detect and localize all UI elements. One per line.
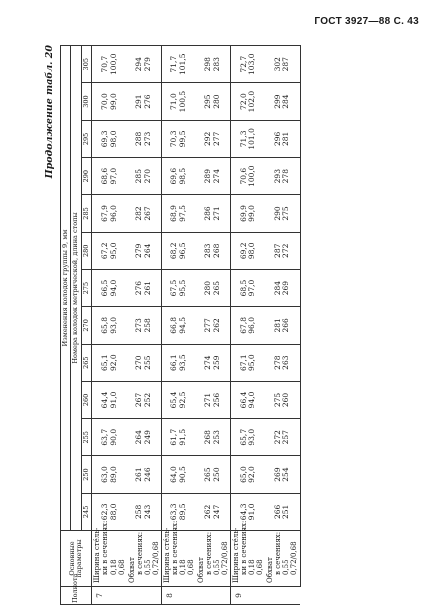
param-line: 0,72/0,68 xyxy=(221,541,230,575)
table-row xyxy=(231,46,266,605)
value-cell xyxy=(161,269,196,306)
header-params: Основные параметры xyxy=(61,531,92,587)
value-cell-line: 277 xyxy=(212,131,222,147)
value-cell xyxy=(127,493,162,530)
value-cell-line: 98,0 xyxy=(108,130,118,148)
value-cell-line: 99,0 xyxy=(108,93,118,110)
value-cell xyxy=(196,269,231,306)
value-cell-line: 279 xyxy=(142,57,152,72)
value-cell-line: 274 xyxy=(203,355,213,370)
value-cell-line: 261 xyxy=(142,280,152,296)
value-cell xyxy=(265,195,300,232)
value-cell-line: 67,9 xyxy=(99,205,109,222)
param-line: 0,18 xyxy=(109,559,118,575)
header-subgroup: Номера колодок метрической, длина стопы xyxy=(71,46,81,531)
value-cell-line: 254 xyxy=(281,467,291,482)
value-cell-line: 256 xyxy=(212,392,222,408)
value-cell xyxy=(161,419,196,456)
value-cell-line: 286 xyxy=(203,206,213,221)
value-cell-line: 100,5 xyxy=(177,90,187,113)
value-cell xyxy=(231,269,266,306)
polnota-cell: 7 xyxy=(92,587,161,605)
value-cell xyxy=(127,419,162,456)
value-cell-line: 273 xyxy=(142,131,152,147)
value-cell-line: 94,0 xyxy=(108,279,118,297)
value-cell-line: 68,9 xyxy=(169,205,179,222)
param-line: в сечениях: xyxy=(274,531,283,575)
value-cell-line: 64,4 xyxy=(99,391,109,409)
param-line: в сечениях: xyxy=(135,531,144,575)
value-cell-line: 63,7 xyxy=(99,428,109,446)
size-header-cell: 285 xyxy=(81,195,91,232)
value-cell-line: 72,0 xyxy=(238,93,248,110)
value-cell xyxy=(127,83,162,120)
table-row xyxy=(196,46,231,605)
value-cell xyxy=(231,307,266,344)
value-cell-line: 275 xyxy=(281,206,291,221)
value-cell xyxy=(231,456,266,493)
value-cell-line: 97,5 xyxy=(177,205,187,222)
value-cell xyxy=(92,419,127,456)
param-line: 0,68 xyxy=(186,559,195,575)
value-cell xyxy=(92,269,127,306)
value-cell-line: 276 xyxy=(142,94,152,109)
value-cell-line: 280 xyxy=(203,280,213,296)
page-header: ГОСТ 3927—88 С. 43 xyxy=(314,16,419,27)
value-cell-line: 271 xyxy=(212,206,222,221)
value-cell-line: 95,0 xyxy=(247,354,257,372)
value-cell-line: 65,0 xyxy=(238,466,248,483)
value-cell xyxy=(196,381,231,418)
value-cell-line: 93,5 xyxy=(177,354,187,372)
value-cell-line: 69,2 xyxy=(238,242,248,260)
value-cell xyxy=(161,344,196,381)
header-group: Изменения колодок группы 9, мм xyxy=(61,46,71,531)
value-cell xyxy=(127,232,162,269)
value-cell-line: 280 xyxy=(212,94,222,109)
value-cell-line: 290 xyxy=(272,206,282,221)
value-cell-line: 302 xyxy=(272,57,282,72)
value-cell-line: 275 xyxy=(272,392,282,408)
value-cell xyxy=(265,456,300,493)
value-cell xyxy=(265,269,300,306)
value-cell xyxy=(196,493,231,530)
value-cell-line: 98,5 xyxy=(177,167,187,185)
value-cell-line: 268 xyxy=(203,430,213,445)
value-cell-line: 90,0 xyxy=(108,428,118,446)
header-polnota: Полнота xyxy=(61,587,92,605)
value-cell xyxy=(196,232,231,269)
value-cell xyxy=(231,46,266,83)
polnota-cell: 9 xyxy=(231,587,300,605)
param-line: 0,18 xyxy=(248,559,257,575)
value-cell-line: 285 xyxy=(134,169,144,184)
value-cell xyxy=(231,120,266,157)
value-cell-line: 298 xyxy=(203,57,213,72)
value-cell xyxy=(92,456,127,493)
value-cell xyxy=(92,120,127,157)
value-cell-line: 97,0 xyxy=(247,279,257,297)
value-cell-line: 259 xyxy=(212,355,222,370)
value-cell-line: 99,5 xyxy=(177,130,187,148)
value-cell-line: 100,0 xyxy=(108,53,118,75)
value-cell-line: 65,4 xyxy=(169,391,179,409)
value-cell xyxy=(161,195,196,232)
value-cell-line: 243 xyxy=(142,504,152,520)
value-cell-line: 247 xyxy=(212,504,222,520)
data-table xyxy=(60,45,301,605)
param-line: 0,68 xyxy=(256,559,265,575)
value-cell-line: 63,0 xyxy=(99,466,109,483)
value-cell-line: 70,3 xyxy=(169,130,179,148)
value-cell-line: 91,0 xyxy=(108,391,118,409)
value-cell xyxy=(92,307,127,344)
value-cell xyxy=(196,120,231,157)
param-line: 0,55 xyxy=(143,559,152,575)
table-continuation-label: Продолжение табл. 20 xyxy=(44,45,55,179)
value-cell xyxy=(161,456,196,493)
param-obhvat-cell xyxy=(265,531,300,587)
value-cell-line: 250 xyxy=(212,467,222,482)
param-line: 0,55 xyxy=(213,559,222,575)
value-cell xyxy=(127,269,162,306)
value-cell xyxy=(265,344,300,381)
value-cell-line: 292 xyxy=(203,131,213,147)
value-cell-line: 65,8 xyxy=(99,317,109,334)
value-cell xyxy=(196,195,231,232)
param-shirina-cell xyxy=(92,520,127,587)
value-cell xyxy=(196,419,231,456)
value-cell-line: 270 xyxy=(142,169,152,184)
value-cell-line: 94,5 xyxy=(177,317,187,334)
value-cell xyxy=(127,344,162,381)
value-cell-line: 93,0 xyxy=(247,428,257,446)
value-cell-line: 287 xyxy=(281,57,291,72)
size-header-cell: 290 xyxy=(81,158,91,195)
value-cell-line: 95,5 xyxy=(177,279,187,297)
value-cell-line: 288 xyxy=(134,131,144,147)
value-cell-line: 65,7 xyxy=(238,428,248,446)
value-cell-line: 258 xyxy=(142,318,152,333)
value-cell-line: 93,0 xyxy=(108,317,118,334)
value-cell-line: 61,7 xyxy=(169,428,179,446)
value-cell-line: 69,9 xyxy=(238,205,248,222)
value-cell-line: 101,5 xyxy=(177,53,187,75)
value-cell-line: 267 xyxy=(142,206,152,221)
param-line: Ширина сте́ль- xyxy=(93,527,102,583)
param-line: ки в сечениях: xyxy=(101,520,110,575)
value-cell-line: 282 xyxy=(134,206,144,221)
size-header-cell: 255 xyxy=(81,419,91,456)
value-cell-line: 97,0 xyxy=(108,167,118,185)
value-cell xyxy=(92,83,127,120)
param-line: ки в сечениях: xyxy=(240,520,249,575)
value-cell xyxy=(265,419,300,456)
value-cell-line: 94,0 xyxy=(247,391,257,409)
value-cell xyxy=(265,307,300,344)
value-cell xyxy=(127,195,162,232)
value-cell xyxy=(265,381,300,418)
value-cell-line: 266 xyxy=(281,318,291,333)
value-cell-line: 283 xyxy=(203,243,213,258)
value-cell xyxy=(127,46,162,83)
value-cell xyxy=(161,83,196,120)
value-cell-line: 89,0 xyxy=(108,466,118,483)
value-cell-line: 91,5 xyxy=(177,428,187,446)
size-header-cell: 265 xyxy=(81,344,91,381)
value-cell-line: 99,0 xyxy=(247,205,257,222)
param-line: 0,72/0,68 xyxy=(151,541,160,575)
value-cell-line: 70,6 xyxy=(238,167,248,185)
value-cell-line: 262 xyxy=(203,504,213,520)
value-cell xyxy=(231,232,266,269)
value-cell-line: 281 xyxy=(281,131,291,147)
value-cell-line: 267 xyxy=(134,392,144,408)
value-cell-line: 289 xyxy=(203,169,213,184)
param-line: в сечениях: xyxy=(205,531,214,575)
value-cell-line: 284 xyxy=(272,280,282,296)
value-cell xyxy=(92,195,127,232)
value-cell xyxy=(92,46,127,83)
value-cell-line: 272 xyxy=(272,430,282,445)
value-cell xyxy=(265,83,300,120)
value-cell xyxy=(231,195,266,232)
value-cell-line: 71,3 xyxy=(238,130,248,148)
value-cell-line: 265 xyxy=(212,280,222,296)
value-cell-line: 273 xyxy=(134,318,144,333)
value-cell-line: 91,0 xyxy=(247,503,257,521)
param-obhvat-cell xyxy=(196,531,231,587)
table-row xyxy=(161,46,196,605)
value-cell xyxy=(265,120,300,157)
value-cell xyxy=(231,419,266,456)
value-cell xyxy=(92,344,127,381)
value-cell xyxy=(265,158,300,195)
value-cell-line: 68,6 xyxy=(99,167,109,185)
value-cell xyxy=(231,158,266,195)
value-cell-line: 264 xyxy=(134,430,144,445)
value-cell-line: 88,0 xyxy=(108,503,118,521)
value-cell-line: 272 xyxy=(281,243,291,258)
value-cell-line: 71,0 xyxy=(169,93,179,110)
value-cell xyxy=(231,381,266,418)
param-line: Обхват xyxy=(266,557,275,583)
size-header-cell: 300 xyxy=(81,83,91,120)
table-row xyxy=(92,46,127,605)
value-cell-line: 261 xyxy=(134,467,144,482)
value-cell-line: 66,1 xyxy=(169,354,179,372)
param-line: 0,55 xyxy=(282,559,291,575)
value-cell-line: 90,5 xyxy=(177,466,187,483)
value-cell-line: 299 xyxy=(272,94,282,109)
value-cell-line: 70,0 xyxy=(99,93,109,110)
value-cell-line: 276 xyxy=(134,280,144,296)
value-cell xyxy=(92,158,127,195)
value-cell-line: 67,8 xyxy=(238,317,248,334)
param-shirina-cell xyxy=(231,520,266,587)
value-cell-line: 64,3 xyxy=(238,503,248,521)
value-cell-line: 281 xyxy=(272,318,282,333)
value-cell xyxy=(127,120,162,157)
value-cell xyxy=(92,232,127,269)
value-cell xyxy=(127,381,162,418)
table-row xyxy=(127,46,162,605)
param-line: Ширина сте́ль- xyxy=(232,527,241,583)
value-cell xyxy=(92,381,127,418)
value-cell-line: 293 xyxy=(272,169,282,184)
value-cell-line: 70,7 xyxy=(99,55,109,73)
size-header-cell: 245 xyxy=(81,493,91,530)
size-header-cell: 260 xyxy=(81,381,91,418)
size-header-cell: 275 xyxy=(81,269,91,306)
size-header-cell: 250 xyxy=(81,456,91,493)
value-cell-line: 296 xyxy=(272,131,282,147)
value-cell-line: 268 xyxy=(212,243,222,258)
value-cell-line: 263 xyxy=(281,355,291,370)
value-cell-line: 69,3 xyxy=(99,130,109,148)
value-cell xyxy=(161,307,196,344)
value-cell-line: 68,2 xyxy=(169,242,179,260)
value-cell-line: 100,0 xyxy=(247,165,257,187)
value-cell-line: 284 xyxy=(281,94,291,109)
value-cell-line: 96,5 xyxy=(177,242,187,260)
value-cell xyxy=(127,456,162,493)
param-line: Обхват xyxy=(127,557,136,583)
value-cell-line: 271 xyxy=(203,392,213,408)
param-obhvat-cell xyxy=(127,531,162,587)
value-cell-line: 270 xyxy=(134,355,144,370)
size-header-cell: 280 xyxy=(81,232,91,269)
value-cell-line: 69,6 xyxy=(169,167,179,185)
value-cell-line: 294 xyxy=(134,57,144,72)
size-header-cell: 305 xyxy=(81,46,91,83)
value-cell xyxy=(196,158,231,195)
value-cell-line: 68,5 xyxy=(238,279,248,297)
value-cell-line: 64,0 xyxy=(169,466,179,483)
value-cell-line: 96,0 xyxy=(247,317,257,334)
value-cell xyxy=(196,307,231,344)
value-cell-line: 283 xyxy=(212,57,222,72)
param-line: 0,18 xyxy=(178,559,187,575)
value-cell xyxy=(161,46,196,83)
size-header-cell: 295 xyxy=(81,120,91,157)
value-cell-line: 98,0 xyxy=(247,242,257,260)
value-cell-line: 262 xyxy=(212,318,222,333)
value-cell-line: 252 xyxy=(142,392,152,408)
size-header-cell: 270 xyxy=(81,307,91,344)
param-shirina-cell xyxy=(161,520,196,587)
table-row xyxy=(265,46,300,605)
value-cell xyxy=(265,46,300,83)
value-cell-line: 295 xyxy=(203,94,213,109)
value-cell-line: 249 xyxy=(142,430,152,445)
value-cell-line: 264 xyxy=(142,243,152,258)
value-cell-line: 67,2 xyxy=(99,242,109,260)
value-cell-line: 251 xyxy=(281,504,291,520)
value-cell-line: 274 xyxy=(212,169,222,184)
value-cell-line: 291 xyxy=(134,94,144,109)
value-cell-line: 65,1 xyxy=(99,354,109,372)
value-cell-line: 279 xyxy=(134,243,144,258)
value-cell xyxy=(127,307,162,344)
value-cell-line: 72,7 xyxy=(238,55,248,73)
value-cell xyxy=(196,46,231,83)
value-cell-line: 255 xyxy=(142,355,152,370)
value-cell-line: 260 xyxy=(281,392,291,408)
value-cell-line: 278 xyxy=(272,355,282,370)
value-cell-line: 277 xyxy=(203,318,213,333)
value-cell xyxy=(231,344,266,381)
value-cell-line: 71,7 xyxy=(169,55,179,73)
value-cell-line: 103,0 xyxy=(247,53,257,75)
value-cell-line: 92,0 xyxy=(108,354,118,372)
value-cell-line: 89,5 xyxy=(177,503,187,521)
param-line: Ширина сте́ль- xyxy=(162,527,171,583)
value-cell-line: 258 xyxy=(134,504,144,520)
param-line: ки в сечениях: xyxy=(170,520,179,575)
value-cell xyxy=(196,456,231,493)
value-cell xyxy=(196,83,231,120)
value-cell xyxy=(265,493,300,530)
value-cell xyxy=(196,344,231,381)
value-cell-line: 95,0 xyxy=(108,242,118,260)
value-cell-line: 67,1 xyxy=(238,354,248,372)
value-cell xyxy=(265,232,300,269)
rotated-content xyxy=(40,45,412,605)
value-cell-line: 62,3 xyxy=(99,503,109,521)
value-cell-line: 278 xyxy=(281,169,291,184)
header-sizes-row xyxy=(81,46,91,605)
param-line: Обхват xyxy=(196,557,205,583)
value-cell-line: 257 xyxy=(281,430,291,445)
value-cell-line: 287 xyxy=(272,243,282,258)
value-cell xyxy=(127,158,162,195)
value-cell-line: 102,0 xyxy=(247,90,257,113)
value-cell-line: 67,5 xyxy=(169,279,179,297)
value-cell-line: 265 xyxy=(203,467,213,482)
value-cell-line: 92,0 xyxy=(247,466,257,483)
value-cell-line: 253 xyxy=(212,430,222,445)
value-cell-line: 66,5 xyxy=(99,279,109,297)
value-cell-line: 101,0 xyxy=(247,128,257,150)
value-cell-line: 269 xyxy=(272,467,282,482)
param-line: 0,72/0,68 xyxy=(290,541,299,575)
value-cell-line: 92,5 xyxy=(177,391,187,409)
value-cell xyxy=(161,232,196,269)
value-cell-line: 66,8 xyxy=(169,317,179,334)
param-line: 0,68 xyxy=(117,559,126,575)
value-cell-line: 63,3 xyxy=(169,503,179,521)
value-cell-line: 269 xyxy=(281,280,291,296)
value-cell xyxy=(161,158,196,195)
value-cell-line: 96,0 xyxy=(108,205,118,222)
value-cell-line: 246 xyxy=(142,467,152,482)
value-cell-line: 266 xyxy=(272,504,282,520)
value-cell xyxy=(231,83,266,120)
value-cell xyxy=(161,381,196,418)
value-cell xyxy=(161,120,196,157)
polnota-cell: 8 xyxy=(161,587,230,605)
value-cell-line: 66,4 xyxy=(238,391,248,409)
